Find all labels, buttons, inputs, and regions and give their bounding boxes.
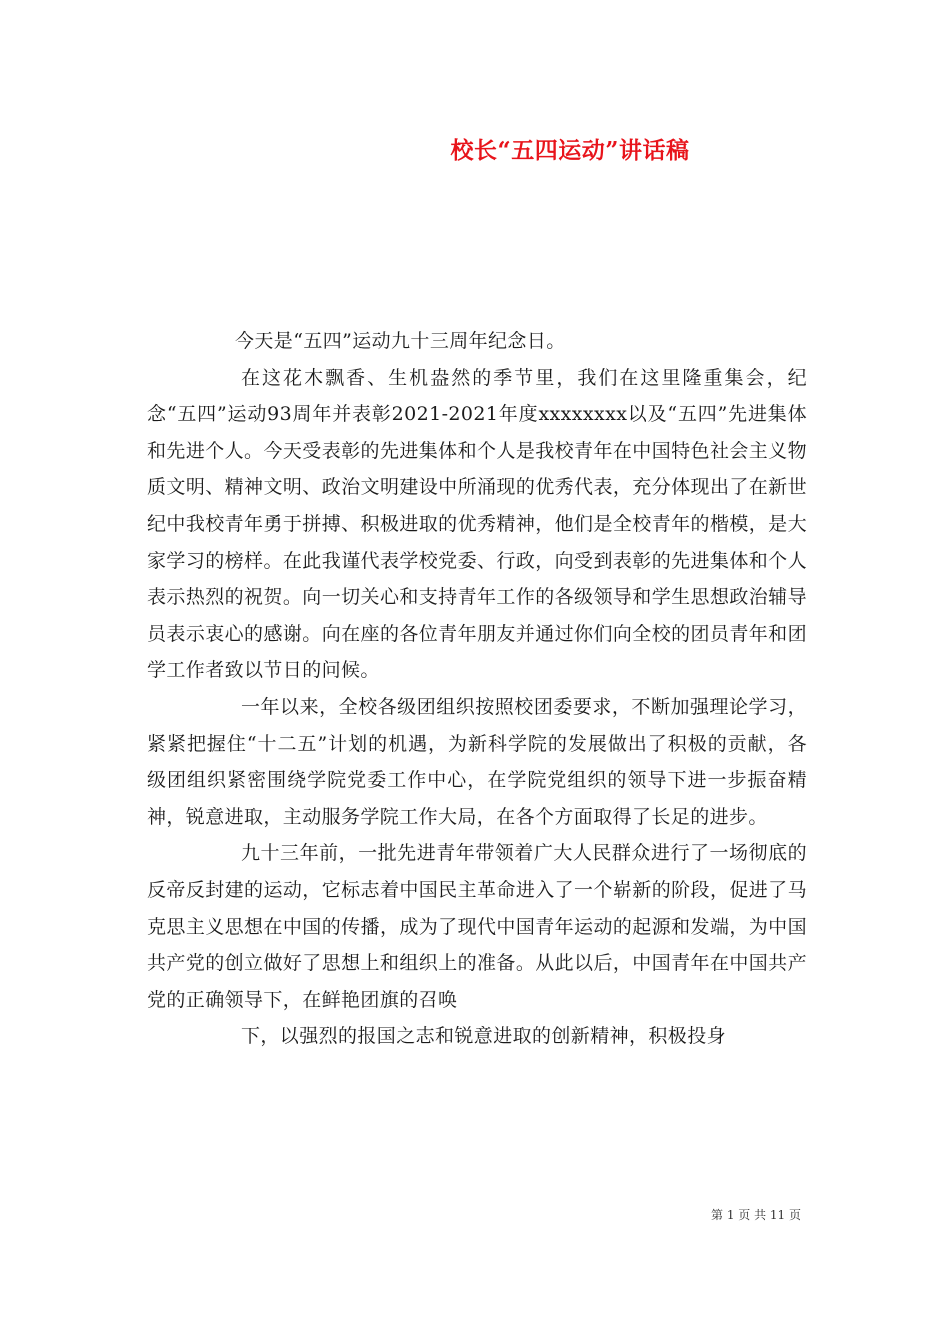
page-number: 第 1 页 共 11 页 [711, 1208, 801, 1222]
paragraph-1: 今天是“五四”运动九十三周年纪念日。 [235, 330, 566, 352]
paragraph-2: 在这花木飘香、生机盎然的季节里，我们在这里隆重集会，纪念“五四”运动93周年并表彰2021-2021年度xxxxxxxx以及“五四”先进集体和先进个人。今天受表彰的先进集体和个人是我校青年在中国特色社会主义物质文明、精神文明、政治文明建设中所涌现的优秀代表，充分体现出了在新世纪中我校青年勇于拼搏、积极进取的优秀精神，他们是全校青年的楷模，是大家学习的榜样。在此我谨代表学校党委、行政，向受到表彰的先进集体和个人表示热烈的祝贺。向一切关心和支持青年工作的各级领导和学生思想政治辅导员表示衷心的感谢。向在座的各位青年朋友并通过你们向全校的团员青年和团学工作者致以节日的问候。 [147, 366, 807, 682]
paragraph-3: 一年以来，全校各级团组织按照校团委要求，不断加强理论学习，紧紧把握住“十二五”计划的机遇，为新科学院的发展做出了积极的贡献，各级团组织紧密围绕学院党委工作中心，在学院党组织的领导下进一步振奋精神，锐意进取，主动服务学院工作大局，在各个方面取得了长足的进步。 [147, 695, 807, 828]
document-title: 校长“五四运动”讲话稿 [450, 137, 690, 164]
document-body [147, 323, 807, 1055]
paragraph-4: 九十三年前，一批先进青年带领着广大人民群众进行了一场彻底的反帝反封建的运动，它标志着中国民主革命进入了一个崭新的阶段，促进了马克思主义思想在中国的传播，成为了现代中国青年运动的起源和发端，为中国共产党的创立做好了思想上和组织上的准备。从此以后，中国青年在中国共产党的正确领导下，在鲜艳团旗的召唤 [147, 842, 807, 1011]
paragraph-5: 下，以强烈的报国之志和锐意进取的创新精神，积极投身 [241, 1025, 727, 1048]
